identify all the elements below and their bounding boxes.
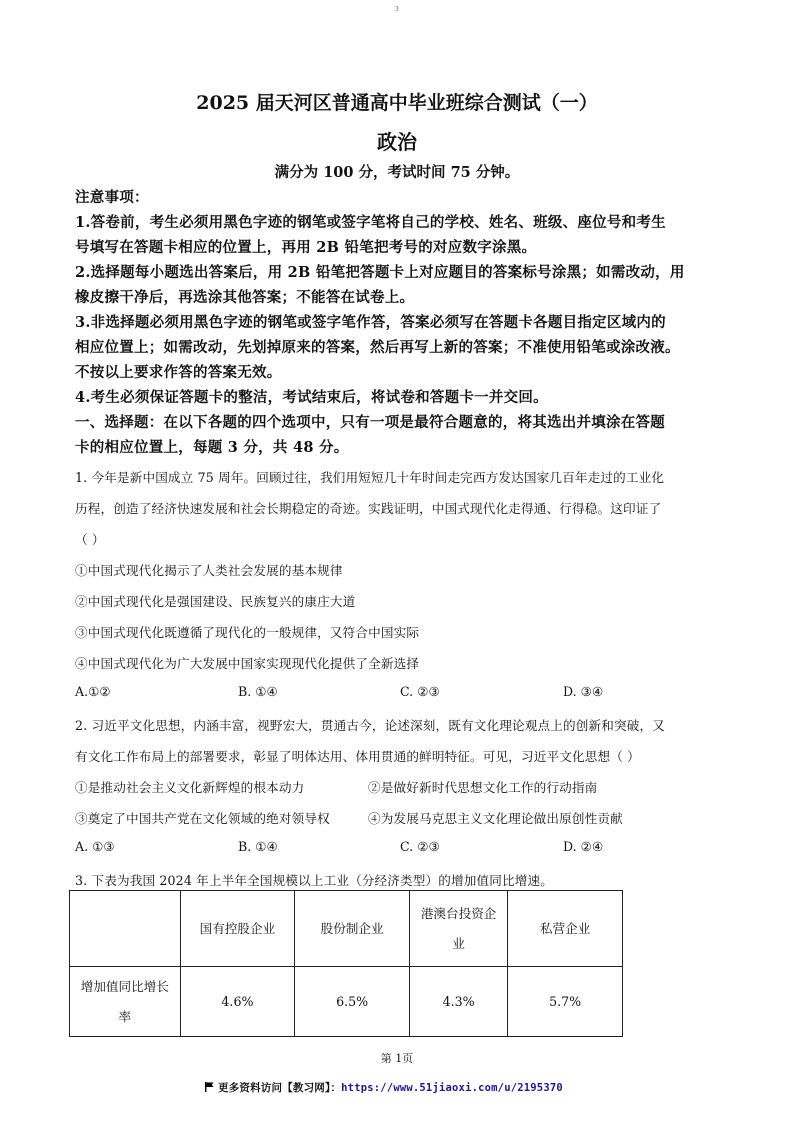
- option-a: A.①②: [75, 684, 111, 699]
- footer-link[interactable]: https://www.51jiaoxi.com/u/2195370: [341, 1082, 563, 1094]
- notice-heading: 注意事项：: [75, 189, 149, 206]
- notice-line: 4.考生必须保证答题卡的整洁，考试结束后，将试卷和答题卡一并交回。: [75, 389, 548, 406]
- notice-line: 1.答卷前，考生必须用黑色字迹的钢笔或签字笔将自己的学校、姓名、班级、座位号和考生: [75, 214, 666, 231]
- question-stem-line: 3. 下表为我国 2024 年上半年全国规模以上工业（分经济类型）的增加值同比增速。: [75, 873, 553, 888]
- option-d: D. ③④: [563, 684, 604, 699]
- table-header-cell: 私营企业: [508, 891, 623, 967]
- score-time-line: 满分为 100 分，考试时间 75 分钟。: [274, 164, 520, 181]
- table-header-cell: 股份制企业: [295, 891, 410, 967]
- option-b: B. ①④: [238, 839, 278, 854]
- table-cell: 4.3%: [409, 967, 507, 1037]
- table-header-cell: 国有控股企业: [180, 891, 295, 967]
- option-c: C. ②③: [400, 684, 440, 699]
- question-statement: ①中国式现代化揭示了人类社会发展的基本规律: [75, 563, 343, 578]
- option-c: C. ②③: [400, 839, 440, 854]
- question-statement: ④为发展马克思主义文化理论做出原创性贡献: [368, 811, 623, 826]
- page-number: 第 1页: [380, 1052, 414, 1065]
- top-page-mark: 3: [395, 6, 399, 13]
- exam-title: 2025 届天河区普通高中毕业班综合测试（一）: [196, 92, 598, 114]
- notice-line: 号填写在答题卡相应的位置上，再用 2B 铅笔把考号的对应数字涂黑。: [75, 239, 537, 256]
- option-a: A. ①③: [75, 839, 115, 854]
- notice-line: 橡皮擦干净后，再选涂其他答案；不能答在试卷上。: [75, 289, 415, 306]
- question-stem-line: （ ）: [75, 532, 105, 547]
- question-stem-line: 1. 今年是新中国成立 75 周年。回顾过往，我们用短短几十年时间走完西方发达国家几百年走过的工业化: [75, 470, 665, 485]
- option-b: B. ①④: [238, 684, 278, 699]
- table-cell: 6.5%: [295, 967, 410, 1037]
- table-row: [70, 967, 623, 1037]
- option-d: D. ②④: [563, 839, 604, 854]
- question-statement: ③中国式现代化既遵循了现代化的一般规律，又符合中国实际: [75, 625, 420, 640]
- section-line: 卡的相应位置上，每题 3 分，共 48 分。: [75, 439, 349, 456]
- section-line: 一、选择题：在以下各题的四个选项中，只有一项是最符合题意的，将其选出并填涂在答题: [75, 414, 665, 431]
- question-stem-line: 2. 习近平文化思想，内涵丰富，视野宏大，贯通古今，论述深刻，既有文化理论观点上的创新和突破，又: [75, 718, 665, 733]
- question-statement: ①是推动社会主义文化新辉煌的根本动力: [75, 780, 305, 795]
- notice-line: 不按以上要求作答的答案无效。: [75, 364, 282, 381]
- question-statement: ②是做好新时代思想文化工作的行动指南: [368, 780, 598, 795]
- table-header-cell: 港澳台投资企业: [409, 891, 507, 967]
- exam-subject: 政治: [377, 130, 417, 154]
- notice-line: 相应位置上；如需改动，先划掉原来的答案，然后再写上新的答案；不准使用铅笔或涂改液。: [75, 339, 680, 356]
- notice-line: 2.选择题每小题选出答案后，用 2B 铅笔把答题卡上对应题目的答案标号涂黑；如需改动，用: [75, 264, 685, 281]
- footer-prefix: 更多资料访问【教习网】：: [218, 1082, 342, 1094]
- flag-icon: [205, 1082, 214, 1092]
- question-statement: ③奠定了中国共产党在文化领域的绝对领导权: [75, 811, 330, 826]
- question-statement: ④中国式现代化为广大发展中国家实现现代化提供了全新选择: [75, 656, 420, 671]
- table-cell: 5.7%: [508, 967, 623, 1037]
- question-statement: ②中国式现代化是强国建设、民族复兴的康庄大道: [75, 594, 356, 609]
- question-stem-line: 历程，创造了经济快速发展和社会长期稳定的奇迹。实践证明，中国式现代化走得通、行得稳。这印证了: [75, 501, 662, 516]
- notice-line: 3.非选择题必须用黑色字迹的钢笔或签字笔作答，答案必须写在答题卡各题目指定区域内的: [75, 314, 666, 331]
- industry-growth-table: [69, 890, 623, 1037]
- question-stem-line: 有文化工作布局上的部署要求，彰显了明体达用、体用贯通的鲜明特征。可见，习近平文化思想（ ）: [75, 749, 640, 764]
- table-cell: 4.6%: [180, 967, 295, 1037]
- table-row-label: 增加值同比增长率: [70, 967, 181, 1037]
- footer-banner[interactable]: [205, 1080, 563, 1095]
- table-header-cell: [70, 891, 181, 967]
- table-header-row: [70, 891, 623, 967]
